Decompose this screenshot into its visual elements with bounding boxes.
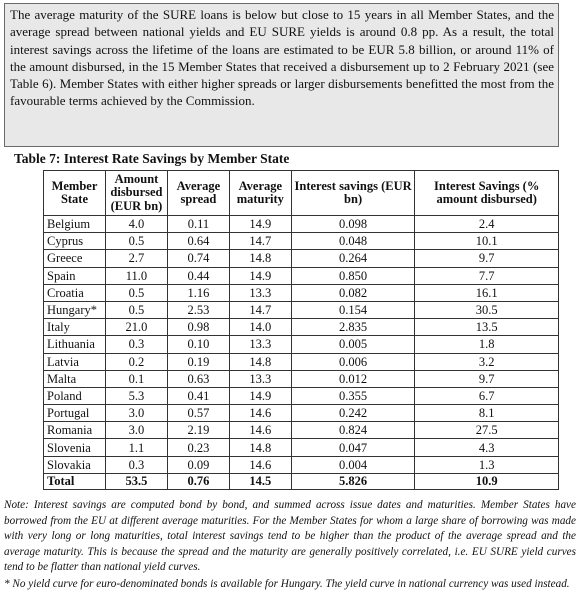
- summary-text-box: [4, 3, 559, 147]
- cell-interest-savings: 0.012: [291, 370, 415, 387]
- cell-average-spread: 0.63: [167, 370, 229, 387]
- cell-interest-savings-pct: 6.7: [415, 387, 559, 404]
- cell-member-state: Latvia: [44, 353, 106, 370]
- cell-interest-savings: 0.824: [291, 422, 415, 439]
- cell-average-spread: 1.16: [167, 284, 229, 301]
- cell-interest-savings: 0.048: [291, 233, 415, 250]
- table-row: [44, 439, 559, 456]
- cell-member-state: Belgium: [44, 216, 106, 233]
- cell-interest-savings-pct: 1.3: [415, 456, 559, 473]
- cell-amount-disbursed: 2.7: [105, 250, 167, 267]
- cell-amount-disbursed: 0.5: [105, 233, 167, 250]
- cell-amount-disbursed: 3.0: [105, 405, 167, 422]
- table-row: [44, 319, 559, 336]
- cell-average-spread: 2.53: [167, 301, 229, 318]
- total-label: Total: [44, 473, 106, 489]
- cell-average-spread: 0.10: [167, 336, 229, 353]
- header-average-maturity: Average maturity: [229, 171, 291, 216]
- table-row: [44, 405, 559, 422]
- cell-amount-disbursed: 4.0: [105, 216, 167, 233]
- table-row: [44, 233, 559, 250]
- cell-member-state: Croatia: [44, 284, 106, 301]
- header-interest-savings-pct: Interest Savings (% amount disbursed): [415, 171, 559, 216]
- cell-average-maturity: 14.6: [229, 422, 291, 439]
- cell-average-spread: 0.64: [167, 233, 229, 250]
- cell-member-state: Cyprus: [44, 233, 106, 250]
- table-row: [44, 301, 559, 318]
- table-row: [44, 387, 559, 404]
- table-row: [44, 284, 559, 301]
- cell-average-spread: 0.23: [167, 439, 229, 456]
- cell-average-maturity: 13.3: [229, 370, 291, 387]
- cell-amount-disbursed: 0.5: [105, 301, 167, 318]
- cell-member-state: Malta: [44, 370, 106, 387]
- cell-interest-savings: 0.355: [291, 387, 415, 404]
- table-caption: Table 7: Interest Rate Savings by Member State: [14, 151, 290, 166]
- table-row: [44, 422, 559, 439]
- cell-average-spread: 0.98: [167, 319, 229, 336]
- total-maturity: 14.5: [229, 473, 291, 489]
- cell-average-spread: 0.11: [167, 216, 229, 233]
- cell-interest-savings-pct: 13.5: [415, 319, 559, 336]
- cell-interest-savings-pct: 10.1: [415, 233, 559, 250]
- cell-interest-savings: 0.098: [291, 216, 415, 233]
- cell-average-spread: 0.57: [167, 405, 229, 422]
- cell-average-spread: 0.74: [167, 250, 229, 267]
- cell-interest-savings: 0.850: [291, 267, 415, 284]
- cell-interest-savings-pct: 3.2: [415, 353, 559, 370]
- table-row: [44, 267, 559, 284]
- cell-average-spread: 0.19: [167, 353, 229, 370]
- cell-average-maturity: 14.9: [229, 387, 291, 404]
- cell-interest-savings-pct: 7.7: [415, 267, 559, 284]
- cell-amount-disbursed: 1.1: [105, 439, 167, 456]
- cell-average-maturity: 14.8: [229, 250, 291, 267]
- cell-amount-disbursed: 3.0: [105, 422, 167, 439]
- cell-amount-disbursed: 0.5: [105, 284, 167, 301]
- summary-paragraph: The average maturity of the SURE loans is below but close to 15 years in all Member States, and the average spread between national yields and EU SURE yields is around 0.8 pp. As a result, the total interest savings across the lifetime of the loans are estimated to be EUR 5.8 billion, or around 11% of the amount disbursed, in the 15 Member States that received a disbursement up to 2 February 2021 (see Table 6). Member States with either higher spreads or larger disbursements benefitted the most from the favourable terms achieved by the Commission.: [10, 7, 554, 109]
- cell-member-state: Greece: [44, 250, 106, 267]
- cell-average-maturity: 14.6: [229, 405, 291, 422]
- cell-interest-savings-pct: 8.1: [415, 405, 559, 422]
- cell-average-maturity: 13.3: [229, 336, 291, 353]
- cell-average-maturity: 14.7: [229, 301, 291, 318]
- cell-interest-savings-pct: 16.1: [415, 284, 559, 301]
- table-row: [44, 370, 559, 387]
- cell-interest-savings: 0.006: [291, 353, 415, 370]
- cell-member-state: Spain: [44, 267, 106, 284]
- table-total-row: [44, 473, 559, 489]
- interest-savings-table: [43, 170, 559, 490]
- cell-interest-savings: 0.242: [291, 405, 415, 422]
- cell-interest-savings: 0.004: [291, 456, 415, 473]
- header-member-state: Member State: [44, 171, 106, 216]
- cell-interest-savings: 0.047: [291, 439, 415, 456]
- header-amount-disbursed: Amount disbursed (EUR bn): [105, 171, 167, 216]
- cell-amount-disbursed: 0.3: [105, 456, 167, 473]
- cell-interest-savings-pct: 30.5: [415, 301, 559, 318]
- cell-member-state: Lithuania: [44, 336, 106, 353]
- total-amount: 53.5: [105, 473, 167, 489]
- cell-member-state: Slovakia: [44, 456, 106, 473]
- cell-interest-savings-pct: 9.7: [415, 370, 559, 387]
- table-row: [44, 353, 559, 370]
- cell-amount-disbursed: 0.2: [105, 353, 167, 370]
- cell-interest-savings: 0.264: [291, 250, 415, 267]
- table-row: [44, 216, 559, 233]
- cell-average-spread: 0.44: [167, 267, 229, 284]
- header-average-spread: Average spread: [167, 171, 229, 216]
- cell-interest-savings-pct: 2.4: [415, 216, 559, 233]
- cell-amount-disbursed: 11.0: [105, 267, 167, 284]
- cell-interest-savings: 0.154: [291, 301, 415, 318]
- cell-average-maturity: 13.3: [229, 284, 291, 301]
- table-footnote: * No yield curve for euro-denominated bonds is available for Hungary. The yield curve in national currency was used instead.: [4, 578, 570, 590]
- total-spread: 0.76: [167, 473, 229, 489]
- total-savings: 5.826: [291, 473, 415, 489]
- cell-interest-savings: 2.835: [291, 319, 415, 336]
- cell-interest-savings: 0.005: [291, 336, 415, 353]
- cell-amount-disbursed: 0.1: [105, 370, 167, 387]
- cell-average-maturity: 14.8: [229, 439, 291, 456]
- cell-member-state: Portugal: [44, 405, 106, 422]
- table-row: [44, 456, 559, 473]
- cell-interest-savings-pct: 1.8: [415, 336, 559, 353]
- cell-amount-disbursed: 21.0: [105, 319, 167, 336]
- cell-average-maturity: 14.6: [229, 456, 291, 473]
- table-row: [44, 336, 559, 353]
- cell-average-maturity: 14.8: [229, 353, 291, 370]
- cell-interest-savings: 0.082: [291, 284, 415, 301]
- table-header-row: [44, 171, 559, 216]
- cell-member-state: Hungary*: [44, 301, 106, 318]
- cell-average-spread: 2.19: [167, 422, 229, 439]
- total-savings-pct: 10.9: [415, 473, 559, 489]
- cell-average-maturity: 14.0: [229, 319, 291, 336]
- cell-average-spread: 0.09: [167, 456, 229, 473]
- cell-member-state: Slovenia: [44, 439, 106, 456]
- cell-member-state: Romania: [44, 422, 106, 439]
- table-note: Note: Interest savings are computed bond by bond, and summed across issue dates and maturities. Member States have borrowed from the EU at different average maturities. For the Member States for whom a large share of borrowing was made with very long or long maturities, total interest savings tend to be higher than the product of the average spread and the average maturity. This is because the spread and the maturity are generally positively correlated, i.e. EU SURE yield curves tend to be flatter than national yield curves.: [4, 499, 576, 574]
- cell-amount-disbursed: 0.3: [105, 336, 167, 353]
- table-row: [44, 250, 559, 267]
- header-interest-savings: Interest savings (EUR bn): [291, 171, 415, 216]
- cell-average-maturity: 14.9: [229, 216, 291, 233]
- cell-amount-disbursed: 5.3: [105, 387, 167, 404]
- cell-average-maturity: 14.9: [229, 267, 291, 284]
- cell-average-maturity: 14.7: [229, 233, 291, 250]
- cell-member-state: Poland: [44, 387, 106, 404]
- cell-interest-savings-pct: 9.7: [415, 250, 559, 267]
- cell-interest-savings-pct: 27.5: [415, 422, 559, 439]
- cell-average-spread: 0.41: [167, 387, 229, 404]
- cell-interest-savings-pct: 4.3: [415, 439, 559, 456]
- cell-member-state: Italy: [44, 319, 106, 336]
